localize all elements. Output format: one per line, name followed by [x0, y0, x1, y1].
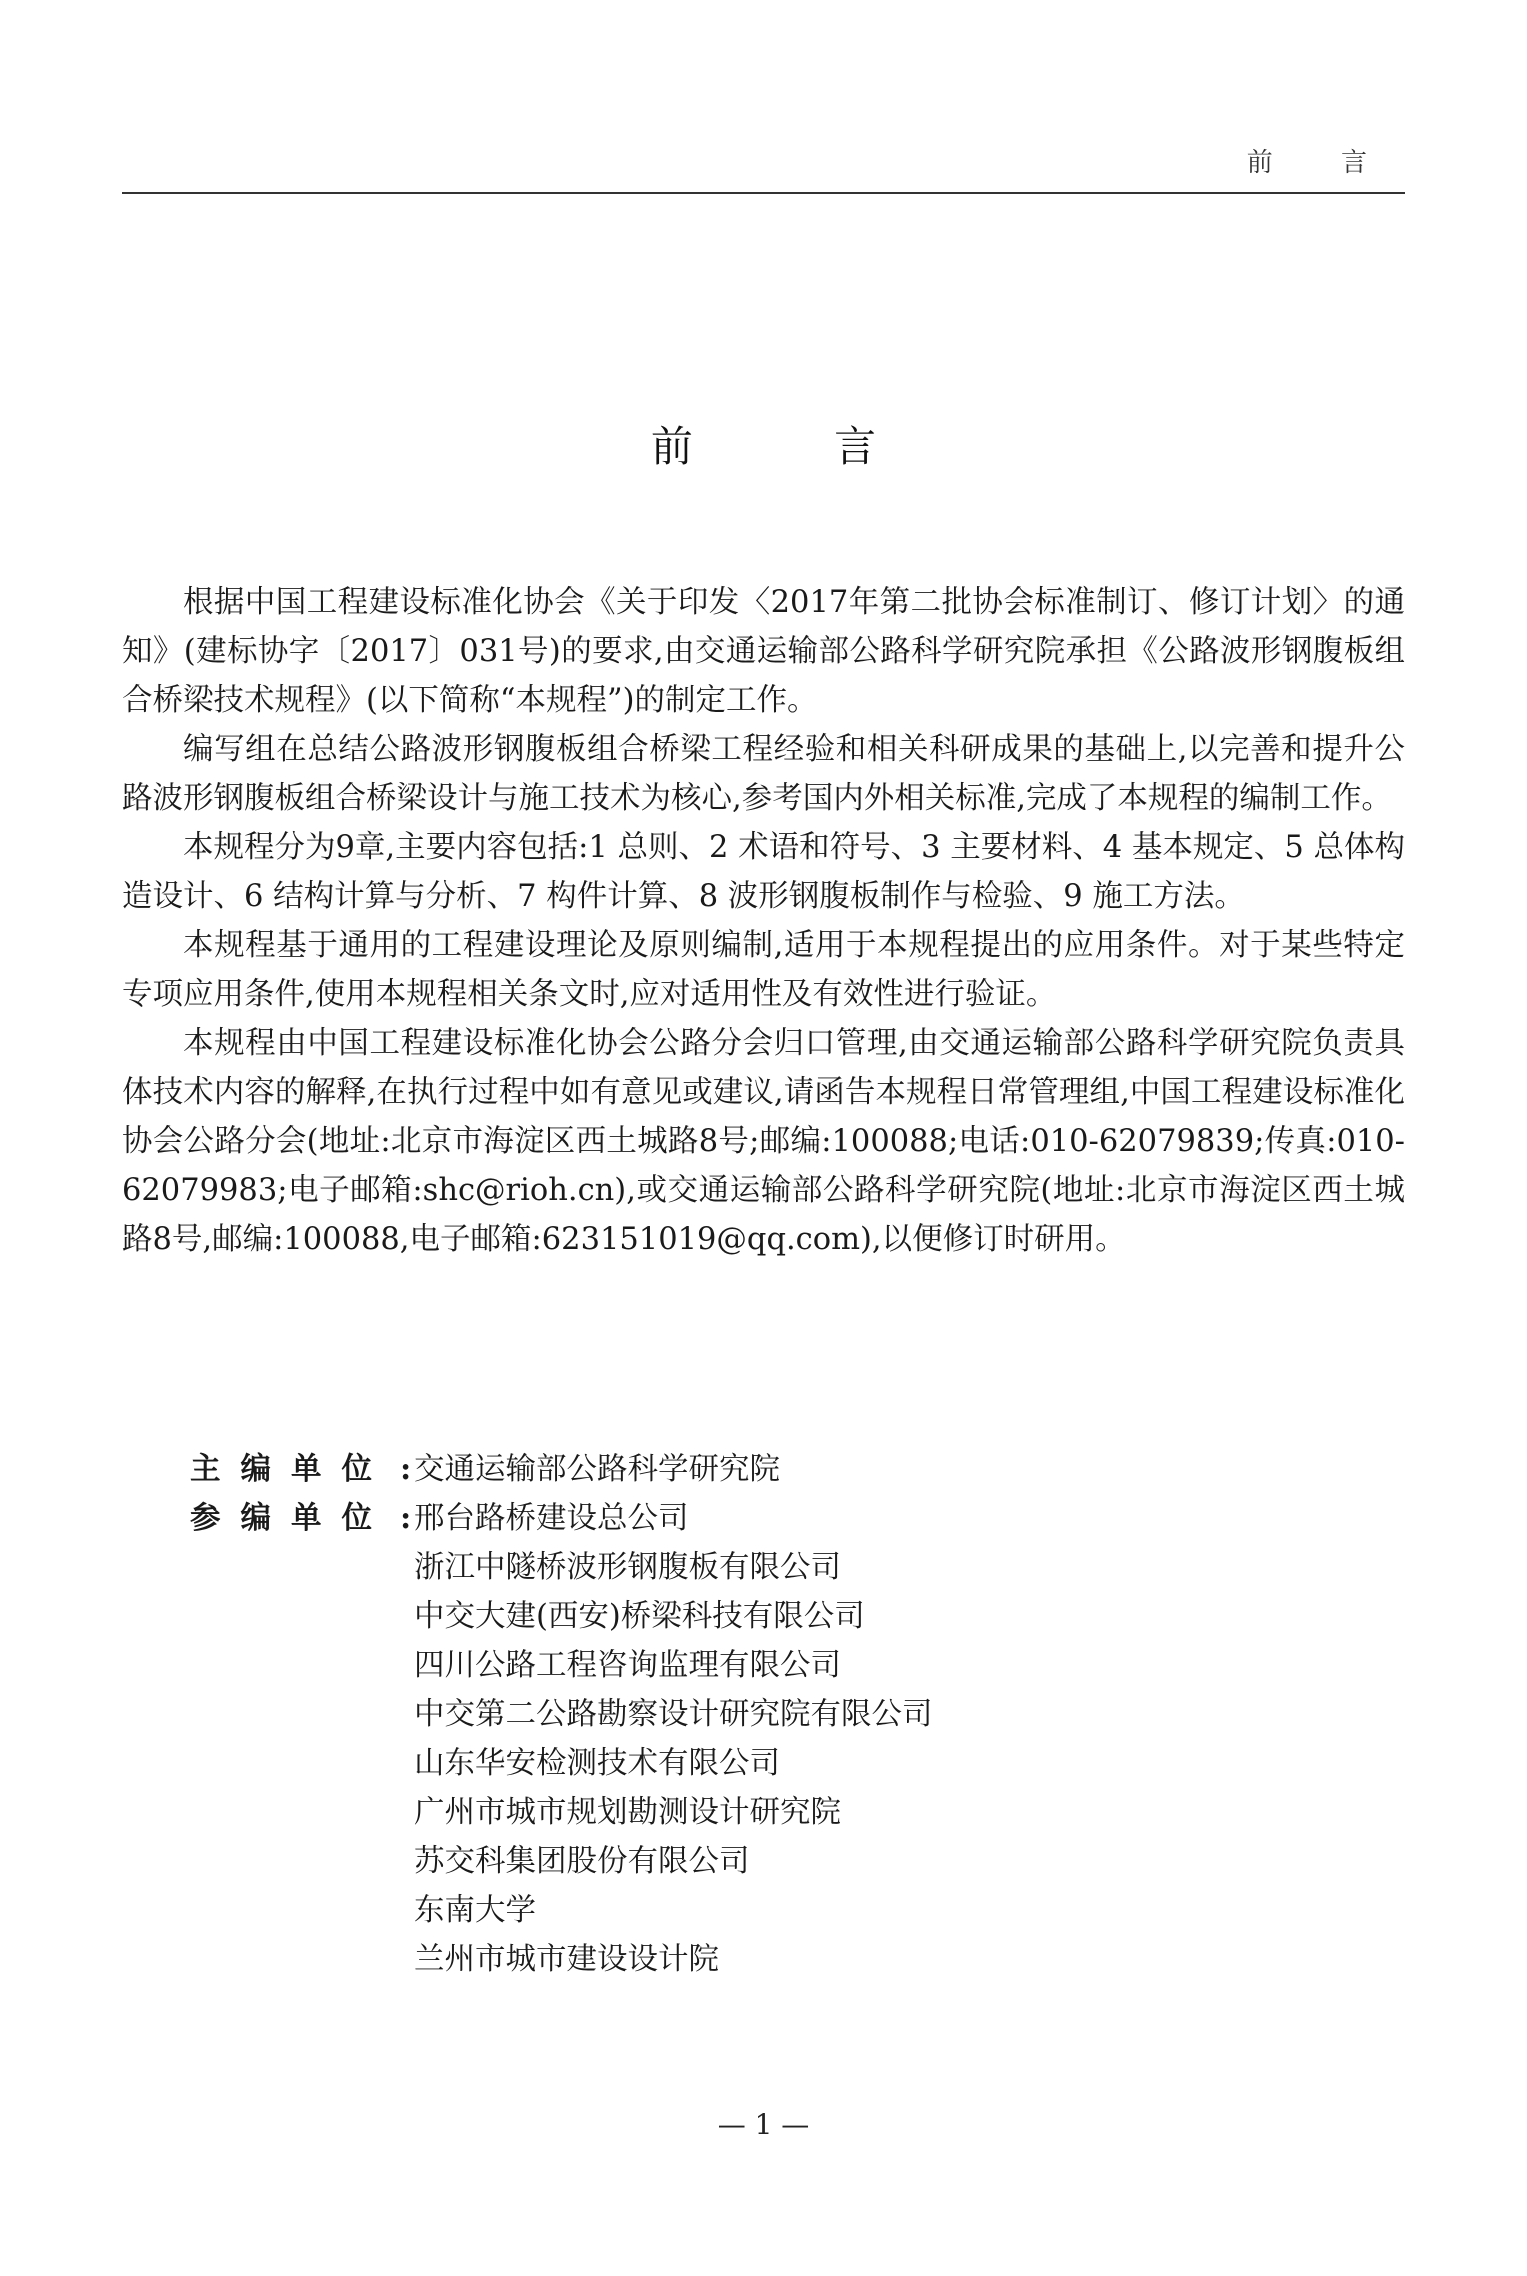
- participating-units-colon: :: [400, 1500, 412, 1536]
- participating-unit-item: 苏交科集团股份有限公司: [414, 1844, 750, 1879]
- participating-unit-item: 中交大建(西安)桥梁科技有限公司: [414, 1599, 865, 1634]
- participating-unit-item: 中交第二公路勘察设计研究院有限公司: [414, 1697, 933, 1732]
- participating-unit-item: 广州市城市规划勘测设计研究院: [414, 1795, 841, 1830]
- chief-unit-colon: :: [400, 1451, 412, 1487]
- participating-units-label: [190, 1494, 414, 1984]
- chief-unit-value: 交通运输部公路科学研究院: [414, 1452, 780, 1487]
- participating-unit-item: 东南大学: [414, 1893, 536, 1928]
- participating-unit-item: 兰州市城市建设设计院: [414, 1942, 719, 1977]
- paragraph-2: 编写组在总结公路波形钢腹板组合桥梁工程经验和相关科研成果的基础上,以完善和提升公路波形钢腹板组合桥梁设计与施工技术为核心,参考国内外相关标准,完成了本规程的编制工作。: [122, 732, 1405, 816]
- participating-unit-item: 邢台路桥建设总公司: [414, 1501, 689, 1536]
- participating-unit-item: 山东华安检测技术有限公司: [414, 1746, 780, 1781]
- chief-unit-list: [414, 1445, 780, 1494]
- page-number: — 1 —: [717, 2108, 810, 2141]
- participating-unit-item: 浙江中隧桥波形钢腹板有限公司: [414, 1550, 841, 1585]
- editing-units: [190, 1445, 933, 1984]
- preface-body: [122, 578, 1405, 1264]
- chief-unit-row: [190, 1445, 933, 1494]
- header-rule: [122, 192, 1405, 194]
- paragraph-4: 本规程基于通用的工程建设理论及原则编制,适用于本规程提出的应用条件。对于某些特定专项应用条件,使用本规程相关条文时,应对适用性及有效性进行验证。: [122, 928, 1405, 1012]
- chief-unit-label: [190, 1445, 414, 1494]
- paragraph-3: 本规程分为9章,主要内容包括:1 总则、2 术语和符号、3 主要材料、4 基本规定、5 总体构造设计、6 结构计算与分析、7 构件计算、8 波形钢腹板制作与检验、9 施工方法。: [122, 830, 1405, 914]
- chief-unit-label-text: 主编单位: [190, 1451, 392, 1487]
- paragraph-5: 本规程由中国工程建设标准化协会公路分会归口管理,由交通运输部公路科学研究院负责具体技术内容的解释,在执行过程中如有意见或建议,请函告本规程日常管理组,中国工程建设标准化协会公路分会(地址:北京市海淀区西土城路8号;邮编:100088;电话:010-62079839;传真:010-62079983;电子邮箱:shc@rioh.cn),或交通运输部公路科学研究院(地址:北京市海淀区西土城路8号,邮编:100088,电子邮箱:623151019@qq.com),以便修订时研用。: [122, 1026, 1405, 1257]
- participating-units-list: [414, 1494, 933, 1984]
- paragraph-1: 根据中国工程建设标准化协会《关于印发〈2017年第二批协会标准制订、修订计划〉的通知》(建标协字〔2017〕031号)的要求,由交通运输部公路科学研究院承担《公路波形钢腹板组合桥梁技术规程》(以下简称“本规程”)的制定工作。: [122, 585, 1405, 718]
- participating-units-row: [190, 1494, 933, 1984]
- page-title: 前 言: [650, 422, 941, 471]
- participating-unit-item: 四川公路工程咨询监理有限公司: [414, 1648, 841, 1683]
- participating-units-label-text: 参编单位: [190, 1500, 392, 1536]
- running-header: 前 言: [1246, 148, 1397, 178]
